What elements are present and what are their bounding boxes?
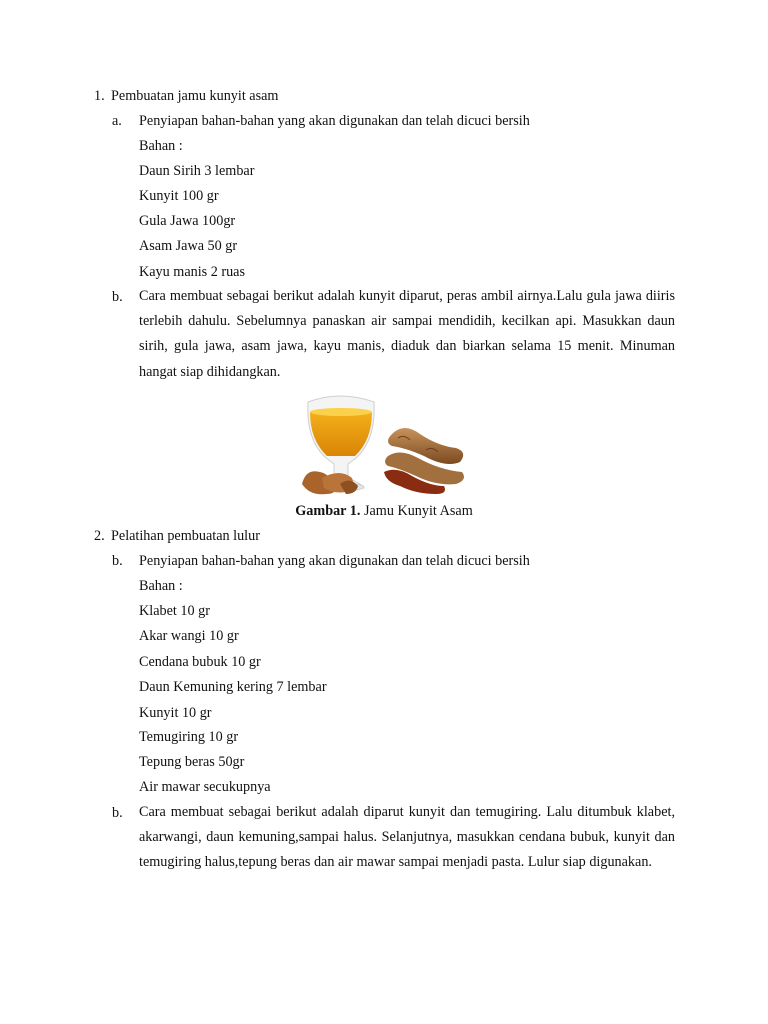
list-marker: b. [112, 553, 123, 569]
paragraph: Cara membuat sebagai berikut adalah diparut kunyit dan temugiring. Lalu ditumbuk klabet, akarwangi, daun kemuning,sampai halus. Selanjutnya, masukkan cendana bubuk, kunyit dan temugiring halus,tepung beras dan air mawar sampai menjadi pasta. Lulur siap digunakan. [139, 804, 675, 871]
jamu-kunyit-asam-image [300, 388, 468, 496]
list-marker: a. [112, 113, 122, 129]
ingredient: Kunyit 10 gr [139, 705, 212, 721]
section-number: 2. [94, 528, 105, 544]
figure-caption-text: Jamu Kunyit Asam [363, 503, 473, 519]
ingredient: Tepung beras 50gr [139, 754, 245, 770]
list-marker: b. [112, 805, 123, 821]
ingredient: Asam Jawa 50 gr [139, 238, 238, 254]
section-number: 1. [94, 88, 105, 104]
bahan-label: Bahan : [139, 138, 183, 154]
ingredient: Kayu manis 2 ruas [139, 264, 245, 280]
section-title: Pelatihan pembuatan lulur [111, 528, 260, 544]
list-item-text: Penyiapan bahan-bahan yang akan digunakan dan telah dicuci bersih [139, 553, 530, 569]
ingredient: Cendana bubuk 10 gr [139, 654, 261, 670]
ingredient: Daun Kemuning kering 7 lembar [139, 679, 327, 695]
ingredient: Temugiring 10 gr [139, 729, 239, 745]
ingredient: Klabet 10 gr [139, 603, 210, 619]
figure-caption [0, 502, 768, 520]
ingredient: Akar wangi 10 gr [139, 628, 239, 644]
paragraph: Cara membuat sebagai berikut adalah kunyit diparut, peras ambil airnya.Lalu gula jawa diiris terlebih dahulu. Sebelumnya panaskan air sampai mendidih, kecilkan api. Masukkan daun sirih, gula jawa, asam jawa, kayu manis, diaduk dan biarkan selama 15 menit. Minuman hangat siap dihidangkan. [139, 288, 675, 380]
ingredient: Daun Sirih 3 lembar [139, 163, 255, 179]
list-marker: b. [112, 289, 123, 305]
ingredient: Gula Jawa 100gr [139, 213, 236, 229]
ingredient: Air mawar secukupnya [139, 779, 271, 795]
section-title: Pembuatan jamu kunyit asam [111, 88, 279, 104]
bahan-label: Bahan : [139, 578, 183, 594]
ingredient: Kunyit 100 gr [139, 188, 219, 204]
figure-label: Gambar 1. [295, 503, 361, 519]
list-item-text: Penyiapan bahan-bahan yang akan digunakan dan telah dicuci bersih [139, 113, 530, 129]
